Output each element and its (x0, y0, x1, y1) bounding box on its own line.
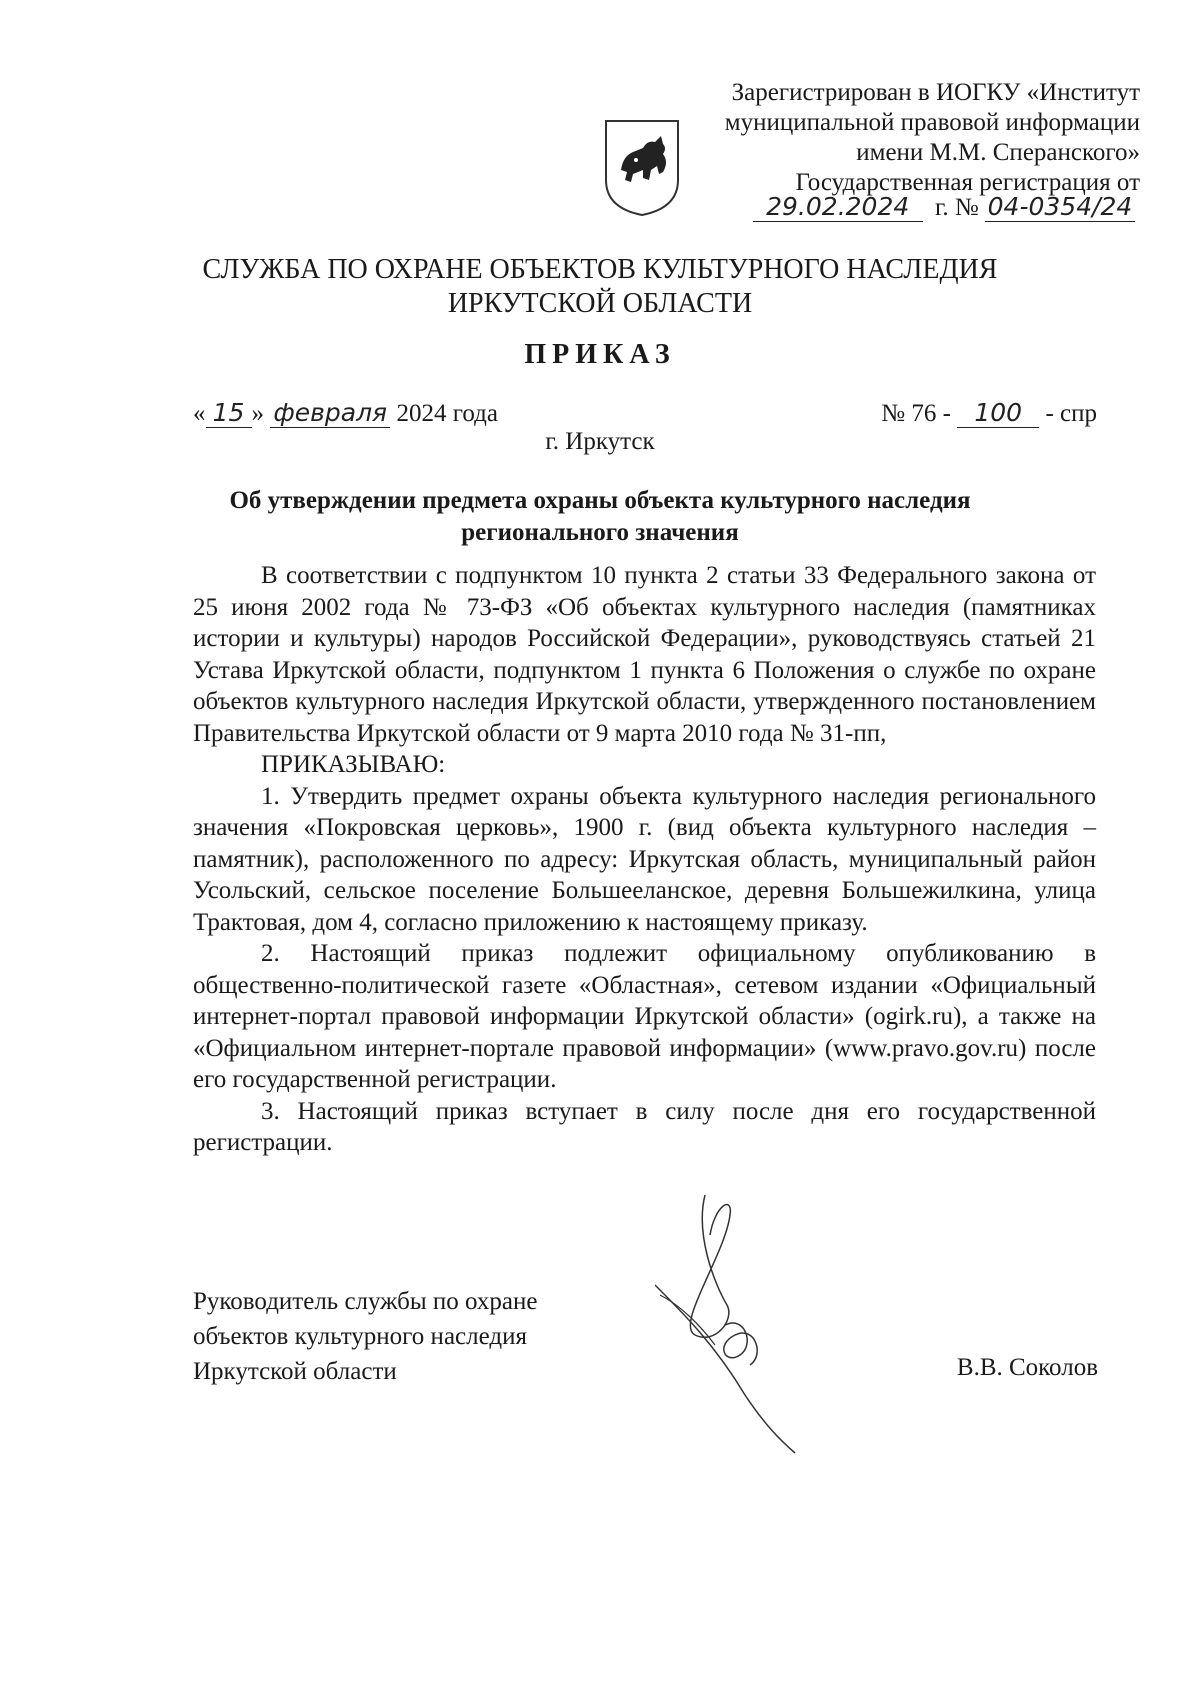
order-body (193, 560, 1096, 1159)
number-prefix: № 76 - (881, 400, 951, 427)
registration-line-4: Государственная регистрация от (795, 169, 1140, 196)
item-1-paragraph: 1. Утвердить предмет охраны объекта культурного наследия регионального значения «Покровская церковь», 1900 г. (вид объекта культурного наследия – памятник), расположенного по адресу: Иркутская область, муниципальный район Усольский, сельское поселение Большееланское, деревня Большежилкина, улица Трактовая, дом 4, согласно приложению к настоящему приказу. (193, 782, 1096, 936)
document-type: ПРИКАЗ (524, 339, 676, 370)
registration-line-2: муниципальной правовой информации (724, 109, 1140, 136)
organization-line-2: ИРКУТСКОЙ ОБЛАСТИ (447, 288, 753, 319)
preamble-paragraph: В соответствии с подпунктом 10 пункта 2 статьи 33 Федерального закона от 25 июня 2002 года № 73-ФЗ «Об объектах культурного наследия (памятниках истории и культуры) народов Российской Федерации», руководствуясь статьей 21 Устава Иркутской области, подпунктом 1 пункта 6 Положения о службе по охране объектов культурного наследия Иркутской области, утвержденного постановлением Правительства Иркутской области от 9 марта 2010 года № 31-пп, (193, 562, 1096, 747)
position-line-2: объектов культурного наследия (193, 1323, 527, 1350)
date-open-quote: « (193, 400, 206, 427)
item-3-paragraph: 3. Настоящий приказ вступает в силу после дня его государственной регистрации. (193, 1097, 1096, 1156)
item-2-paragraph: 2. Настоящий приказ подлежит официальному опубликованию в общественно-политической газете «Областная», сетевом издании «Официальный интернет-портал правовой информации Иркутской области» (ogirk.ru), а также на «Официальном интернет-портале правовой информации» (www.pravo.gov.ru) после его государственной регистрации. (193, 940, 1096, 1093)
order-number (881, 398, 1097, 428)
registration-date-number (753, 192, 1135, 222)
signatory-position (193, 1284, 537, 1389)
date-month: февраля (270, 398, 390, 428)
handwritten-signature-icon (655, 1195, 825, 1455)
city: г. Иркутск (545, 428, 655, 455)
date-year: 2024 года (396, 400, 498, 427)
registration-number-prefix: г. № (934, 194, 979, 221)
number-value: 100 (957, 398, 1039, 428)
registration-line-1: Зарегистрирован в ИОГКУ «Институт (731, 79, 1140, 106)
order-date (193, 398, 498, 428)
registration-number: 04-0354/24 (985, 192, 1135, 222)
registration-date: 29.02.2024 (753, 192, 923, 222)
order-word: ПРИКАЗЫВАЮ: (261, 751, 446, 778)
signatory-name: В.В. Соколов (956, 1354, 1098, 1381)
organization-line-1: СЛУЖБА ПО ОХРАНЕ ОБЪЕКТОВ КУЛЬТУРНОГО НАСЛЕДИЯ (202, 254, 998, 285)
registration-stamp (720, 78, 1140, 198)
number-suffix: - спр (1045, 400, 1097, 427)
date-close-quote: » (251, 400, 264, 427)
subject-line-1: Об утверждении предмета охраны объекта культурного наследия (229, 487, 971, 514)
registration-line-3: имени М.М. Сперанского» (856, 139, 1140, 166)
position-line-3: Иркутской области (193, 1358, 397, 1385)
coat-of-arms-icon (603, 118, 681, 218)
position-line-1: Руководитель службы по охране (193, 1288, 538, 1315)
order-subject (0, 485, 1200, 549)
date-day: 15 (206, 398, 252, 428)
organization-name (0, 253, 1200, 321)
subject-line-2: регионального значения (461, 519, 739, 546)
